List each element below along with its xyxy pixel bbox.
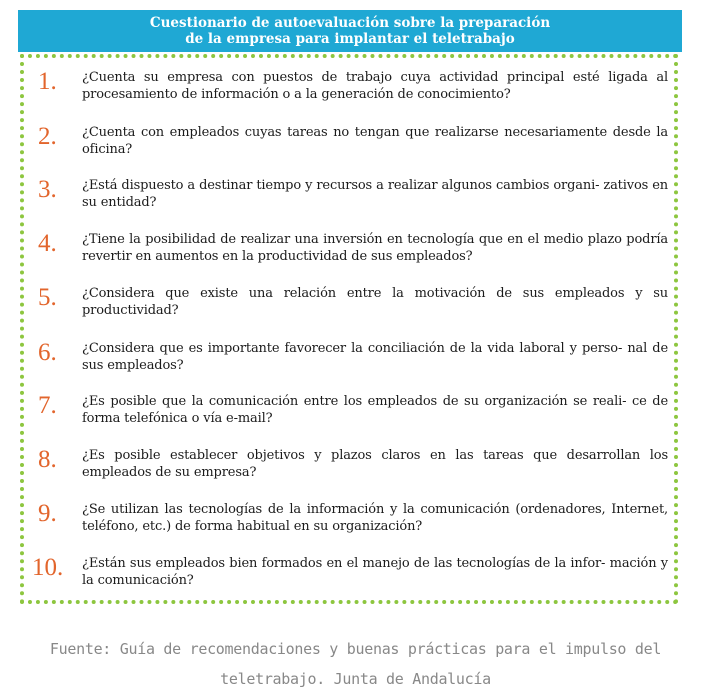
title-line-1: Cuestionario de autoevaluación sobre la preparación	[149, 15, 551, 31]
question-text: ¿Es posible establecer objetivos y plazos claros en las tareas que desarrollan los empleados de su empresa?	[82, 448, 668, 480]
question-item	[32, 337, 668, 383]
question-number: 10.	[32, 554, 64, 581]
question-item	[32, 390, 668, 436]
source-caption	[0, 634, 711, 694]
question-text: ¿Se utilizan las tecnologías de la información y la comunicación (ordenadores, Internet, teléfono, etc.) de forma habitual en su organización?	[82, 502, 668, 534]
question-number: 8.	[38, 446, 57, 473]
question-number: 5.	[38, 284, 57, 311]
question-item	[32, 228, 668, 274]
question-item	[32, 66, 668, 112]
question-text: ¿Tiene la posibilidad de realizar una inversión en tecnología que en el medio plazo podría revertir en aumentos en la productividad de sus empleados?	[82, 232, 668, 264]
question-item	[32, 174, 668, 220]
question-box	[20, 54, 678, 604]
question-text: ¿Es posible que la comunicación entre los empleados de su organización se reali- ce de forma telefónica o vía e-mail?	[82, 394, 668, 426]
question-number: 9.	[38, 500, 57, 527]
question-text: ¿Cuenta con empleados cuyas tareas no tengan que realizarse necesariamente desde la oficina?	[82, 125, 668, 157]
question-number: 6.	[38, 339, 57, 366]
question-item	[32, 282, 668, 328]
questionnaire-card	[18, 10, 682, 606]
question-text: ¿Cuenta su empresa con puestos de trabajo cuya actividad principal esté ligada al procesamiento de información o a la generación de conocimiento?	[82, 70, 668, 102]
question-number: 3.	[38, 176, 57, 203]
title-line-2: de la empresa para implantar el teletrabajo	[185, 31, 515, 47]
questionnaire-title	[18, 10, 682, 52]
question-item	[32, 444, 668, 490]
question-text: ¿Está dispuesto a destinar tiempo y recursos a realizar algunos cambios organi- zativos en su entidad?	[82, 178, 668, 210]
caption-line-1: Fuente: Guía de recomendaciones y buenas prácticas para el impulso del	[49, 640, 662, 658]
question-item	[32, 121, 668, 167]
question-number: 2.	[38, 123, 57, 150]
question-item	[32, 552, 668, 598]
question-text: ¿Considera que existe una relación entre la motivación de sus empleados y su productividad?	[82, 286, 668, 318]
caption-line-2: teletrabajo. Junta de Andalucía	[220, 670, 491, 688]
question-number: 4.	[38, 230, 57, 257]
question-text: ¿Considera que es importante favorecer la conciliación de la vida laboral y perso- nal de sus empleados?	[82, 341, 668, 373]
question-item	[32, 498, 668, 544]
question-number: 7.	[38, 392, 57, 419]
question-number: 1.	[38, 68, 57, 95]
question-text: ¿Están sus empleados bien formados en el manejo de las tecnologías de la infor- mación y la comunicación?	[82, 556, 668, 588]
